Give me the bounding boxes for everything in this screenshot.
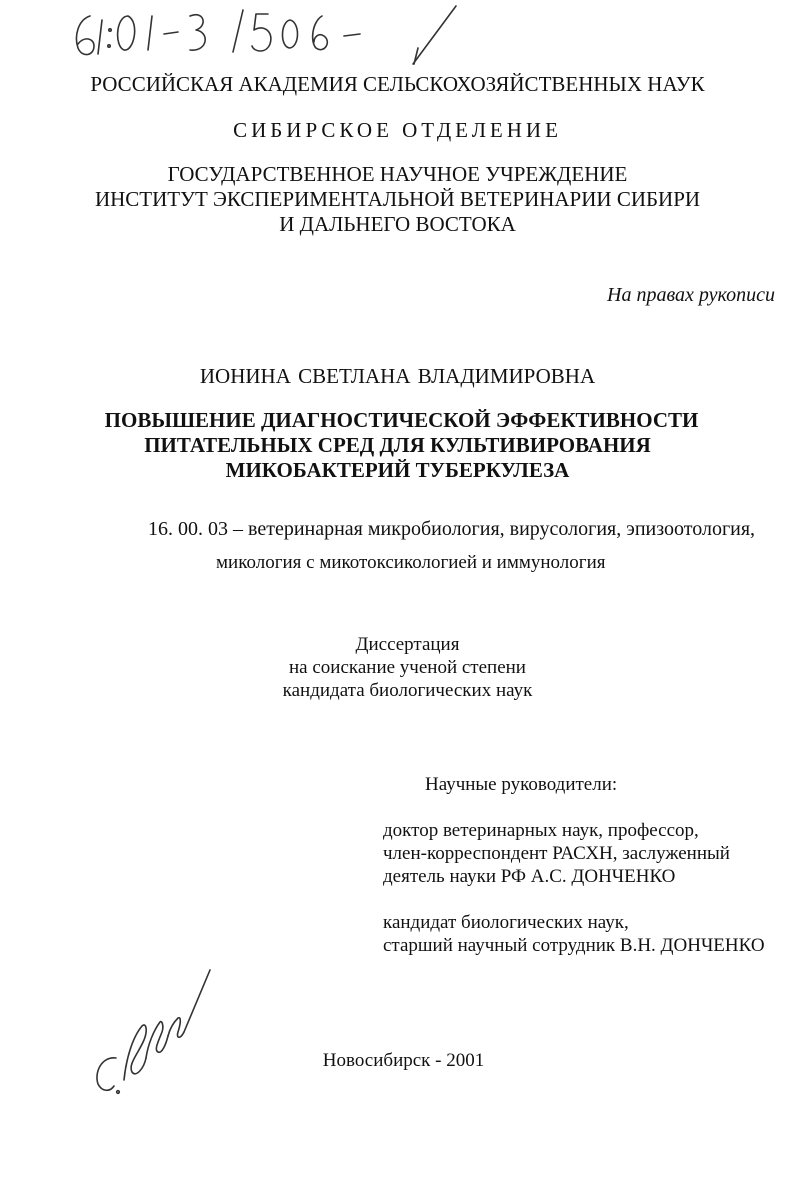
institution-line-3: И ДАЛЬНЕГО ВОСТОКА: [279, 212, 516, 236]
title-line-3: МИКОБАКТЕРИЙ ТУБЕРКУЛЕЗА: [225, 458, 570, 482]
supervisor-2-line-2: старший научный сотрудник В.Н. ДОНЧЕНКО: [383, 935, 765, 956]
city-year: Новосибирск - 2001: [322, 1050, 485, 1071]
title-line-1: ПОВЫШЕНИЕ ДИАГНОСТИЧЕСКОЙ ЭФФЕКТИВНОСТИ: [104, 408, 699, 432]
specialty-line-2: микология с микотоксикологией и иммунология: [216, 552, 606, 573]
supervisor-1-line-1: доктор ветеринарных наук, профессор,: [383, 820, 699, 841]
signature-drawing: [88, 960, 228, 1110]
department-name: СИБИРСКОЕ ОТДЕЛЕНИЕ: [233, 118, 562, 142]
supervisor-1-line-2: член-корреспондент РАСХН, заслуженный: [383, 843, 730, 864]
handwritten-archive-code: [68, 2, 468, 70]
supervisors-heading: Научные руководители:: [425, 774, 618, 795]
institution-line-1: ГОСУДАРСТВЕННОЕ НАУЧНОЕ УЧРЕЖДЕНИЕ: [167, 162, 628, 186]
degree-line-2: на соискание ученой степени: [289, 657, 526, 678]
academy-name: РОССИЙСКАЯ АКАДЕМИЯ СЕЛЬСКОХОЗЯЙСТВЕННЫХ НАУК: [90, 72, 705, 96]
handwritten-code-drawing: [68, 2, 468, 70]
degree-line-1: Диссертация: [355, 634, 460, 655]
title-line-2: ПИТАТЕЛЬНЫХ СРЕД ДЛЯ КУЛЬТИВИРОВАНИЯ: [144, 433, 651, 457]
institution-line-2: ИНСТИТУТ ЭКСПЕРИМЕНТАЛЬНОЙ ВЕТЕРИНАРИИ СИБИРИ: [94, 187, 701, 211]
author-name: ИОНИНА СВЕТЛАНА ВЛАДИМИРОВНА: [199, 364, 596, 388]
handwritten-signature: [88, 960, 228, 1110]
manuscript-note: На правах рукописи: [607, 284, 775, 306]
supervisor-2-line-1: кандидат биологических наук,: [383, 912, 629, 933]
supervisor-1-line-3: деятель науки РФ А.С. ДОНЧЕНКО: [383, 866, 676, 887]
specialty-line-1: 16. 00. 03 – ветеринарная микробиология, вирусология, эпизоотология,: [148, 518, 756, 540]
degree-line-3: кандидата биологических наук: [282, 680, 533, 701]
